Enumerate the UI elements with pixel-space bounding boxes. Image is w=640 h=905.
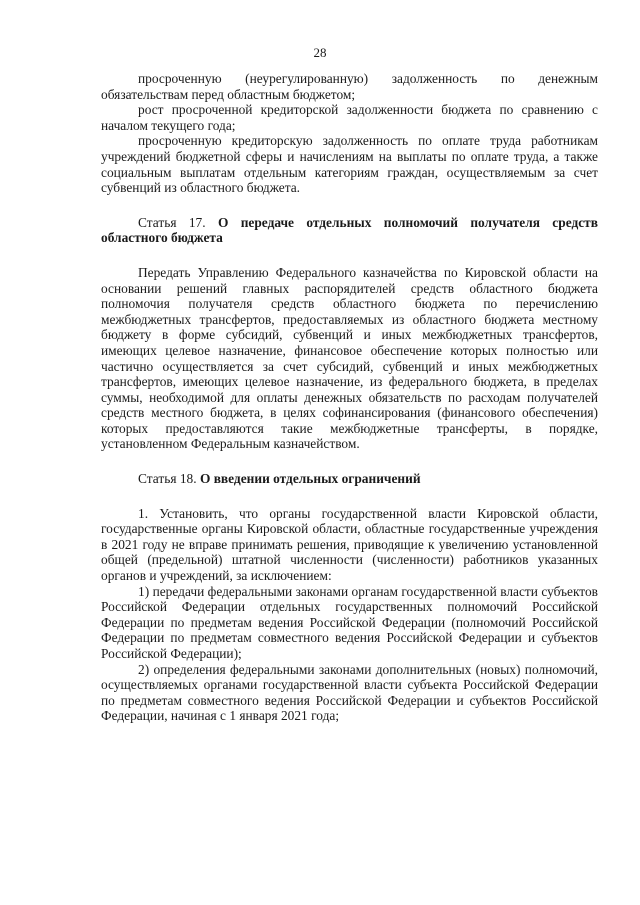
intro-paragraph-3: просроченную кредиторскую задолженность по оплате труда работникам учреждений бюджетной сферы и начислениям на выплаты по оплате труда, а также социальным выплатам отдельным категориям граждан, осуществляемым за счет субвенций из областного бюджета. xyxy=(101,133,598,196)
article-18-paragraph-2: 1) передачи федеральными законами органам государственной власти субъектов Российской Федерации отдельных государственных полномочий Российской Федерации по предметам ведения Российской Федерации (полномочий Российской Федерации по предметам совместного ведения Российской Федерации и субъектов Российской Федерации); xyxy=(101,583,598,661)
article-17-title: О передаче отдельных полномочий получателя средств областного бюджета xyxy=(101,214,598,246)
article-18-heading xyxy=(101,471,598,487)
article-18-paragraph-3: 2) определения федеральными законами дополнительных (новых) полномочий, осуществляемых органами государственной власти субъекта Российской Федерации по предметам совместного ведения Российской Федерации и субъектов Российской Федерации, начиная с 1 января 2021 года; xyxy=(101,661,598,724)
article-17-heading xyxy=(101,215,598,246)
article-18-title: О введении отдельных ограничений xyxy=(199,471,421,487)
intro-paragraph-1: просроченную (неурегулированную) задолженность по денежным обязательствам перед областным бюджетом; xyxy=(101,71,598,102)
intro-paragraph-2: рост просроченной кредиторской задолженности бюджета по сравнению с началом текущего года; xyxy=(101,102,598,133)
article-17-number: Статья 17. xyxy=(138,214,206,230)
document-body xyxy=(101,71,598,724)
article-18-number: Статья 18. xyxy=(138,471,197,487)
page-number: 28 xyxy=(313,45,327,60)
article-18-paragraph-1: 1. Установить, что органы государственной власти Кировской области, государственные органы Кировской области, областные государственные учреждения в 2021 году не вправе принимать решения, приводящие к увеличению установленной общей (предельной) штатной численности (численности) работников указанных органов и учреждений, за исключением: xyxy=(101,505,598,584)
article-17-text: Передать Управлению Федерального казначейства по Кировской области на основании решений главных распорядителей средств областного бюджета полномочия получателя средств областного бюджета по перечислению межбюджетных трансфертов, предоставляемых из областного бюджета местному бюджету в форме субсидий, субвенций и иных межбюджетных трансфертов, имеющих целевое назначение, финансовое обеспечение которых полностью или частично осуществляется за счет субсидий, субвенций и иных межбюджетных трансфертов, имеющих целевое назначение, из федерального бюджета, в пределах суммы, необходимой для оплаты денежных обязательств по расходам получателей средств местного бюджета, в целях софинансирования (финансового обеспечения) которых предоставляются такие межбюджетные трансферты, в порядке, установленном Федеральным казначейством. xyxy=(101,264,598,452)
